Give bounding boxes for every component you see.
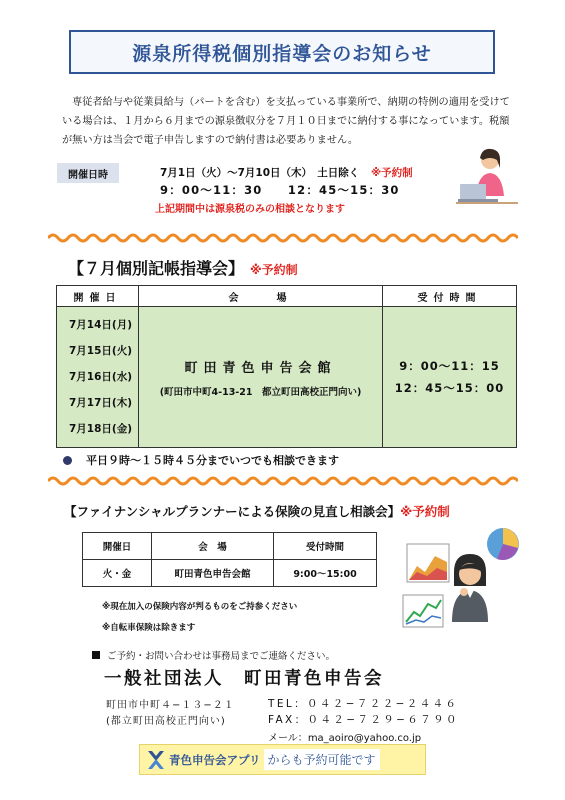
date-item: 7月18日(金) [69, 423, 133, 435]
intro-paragraph: 専従者給与や従業員給与（パートを含む）を支払っている事業所で、納期の特例の適用を受けている場合は、１月から６月までの源泉徴収分を７月１０日までに納付する事になっています。税額が無い方は当会で電子申告しますので納付書は必要ありません。 [62, 97, 510, 146]
venue-cell [139, 307, 383, 448]
schedule-dates-text: 7月1日（火）〜7月10日（木） 土日除く [160, 167, 360, 179]
date-item: 7月16日(水) [69, 371, 133, 383]
section2-heading [64, 502, 450, 520]
title-box [69, 30, 495, 74]
dates-cell [57, 307, 139, 448]
app-banner[interactable] [139, 744, 426, 775]
header-date: 開催日 [57, 286, 139, 307]
schedule-times: 9：00〜11：30 12：45〜15：30 [160, 183, 400, 197]
bullet-text: 平日９時〜１５時４５分までいつでも相談できます [86, 454, 339, 467]
row-venue: 町田青色申告会館 [152, 560, 274, 587]
address-line1: 町田市中町４−１３−２１ [106, 700, 235, 711]
page-title: 源泉所得税個別指導会のお知らせ [132, 42, 432, 65]
mail-line [268, 729, 421, 744]
section1-table [56, 285, 517, 448]
line-chart-illustration [402, 594, 444, 628]
venue-name: 町田青色申告会館 [184, 360, 337, 376]
section1-bullet [63, 452, 339, 468]
date-item: 7月17日(木) [69, 397, 133, 409]
date-item: 7月15日(火) [69, 345, 133, 357]
wavy-divider-2 [48, 475, 518, 487]
time-slot: 12：45〜15：00 [394, 381, 505, 395]
table-header-row [57, 286, 517, 307]
section2-table [82, 532, 377, 587]
header-time: 受付時間 [274, 533, 377, 560]
thinking-woman-illustration [446, 552, 494, 622]
venue-address: (町田市中町4-13-21 都立町田高校正門向い) [159, 386, 362, 398]
row-date: 火・金 [83, 560, 152, 587]
contact-lead [92, 648, 335, 662]
table-row [57, 307, 517, 448]
table-row [83, 560, 377, 587]
section1-reservation: ※予約制 [250, 263, 298, 277]
section1-heading [68, 256, 298, 279]
wavy-divider-1 [48, 232, 518, 244]
section2-note: ※現在加入の保険内容が判るものをご持参ください [102, 602, 298, 612]
mail-label: メール： [268, 733, 308, 744]
section2-note: ※自転車保険は除きます [102, 623, 196, 633]
schedule-reservation: ※予約制 [370, 167, 413, 179]
app-suffix: からも予約可能です [264, 749, 380, 770]
person-laptop-illustration [456, 146, 518, 208]
section2-reservation: ※予約制 [400, 504, 450, 519]
row-time: 9:00〜15:00 [274, 560, 377, 587]
table-header-row [83, 533, 377, 560]
mail-address[interactable]: ma_aoiro@yahoo.co.jp [307, 733, 422, 744]
header-venue: 会 場 [139, 286, 383, 307]
time-slot: 9：00〜11：15 [399, 359, 500, 373]
schedule-dates [160, 165, 413, 180]
bullet-icon [63, 456, 72, 465]
tel-line: TEL：０４２−７２２−２４４６ [268, 698, 459, 710]
app-logo-icon [146, 749, 166, 771]
header-venue: 会 場 [152, 533, 274, 560]
contact-lead-text: ご予約・お問い合わせは事務局までご連絡ください。 [107, 651, 336, 662]
header-date: 開催日 [83, 533, 152, 560]
schedule-note: 上記期間中は源泉税のみの相談となります [155, 204, 345, 215]
organization-name: 一般社団法人 町田青色申告会 [104, 669, 384, 689]
schedule-label: 開催日時 [57, 163, 119, 183]
section2-title: 【ファイナンシャルプランナーによる保険の見直し相談会】 [64, 504, 401, 519]
fax-line: FAX：０４２−７２９−６７９０ [268, 714, 459, 726]
time-cell [383, 307, 517, 448]
header-time: 受付時間 [383, 286, 517, 307]
square-bullet-icon [92, 651, 100, 659]
app-name: 青色申告会アプリ [169, 752, 261, 767]
section1-title: 【７月個別記帳指導会】 [68, 259, 245, 278]
date-item: 7月14日(月) [69, 319, 133, 331]
address-line2: (都立町田高校正門向い) [106, 716, 226, 727]
